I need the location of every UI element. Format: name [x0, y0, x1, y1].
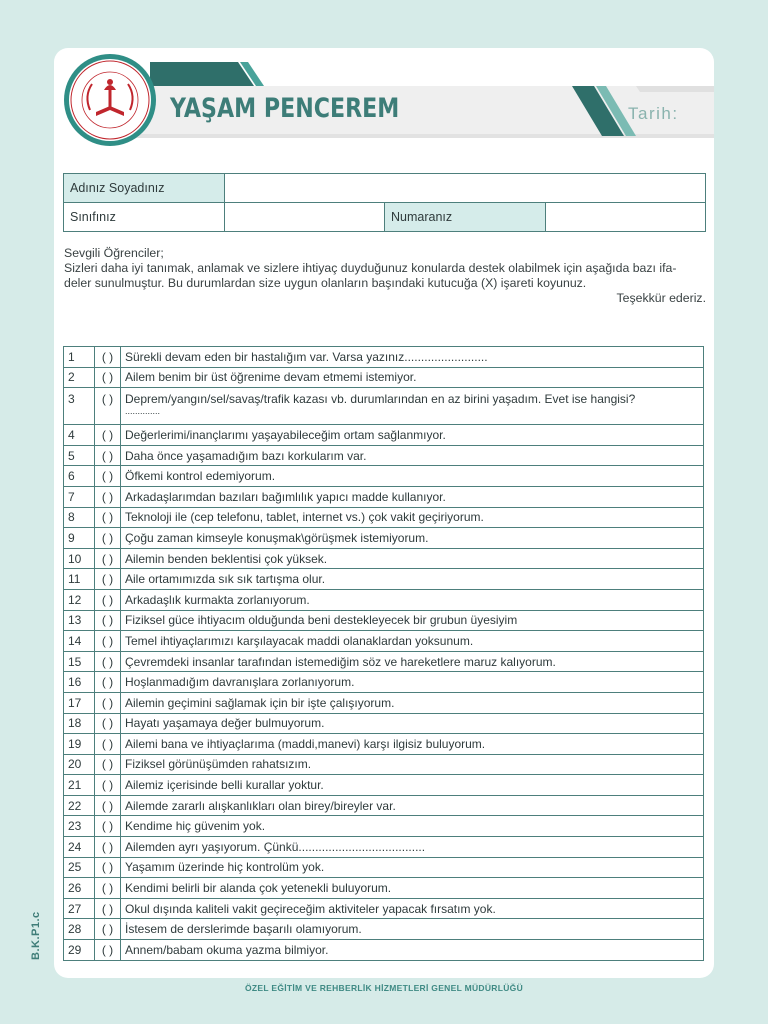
item-text-cell [121, 486, 704, 507]
table-row [64, 367, 704, 388]
item-checkbox[interactable]: ( ) [95, 367, 121, 388]
item-checkbox[interactable]: ( ) [95, 878, 121, 899]
name-label: Adınız Soyadınız [64, 174, 225, 203]
table-row [64, 631, 704, 652]
item-text-cell [121, 692, 704, 713]
item-text: Yaşamım üzerinde hiç kontrolüm yok. [125, 860, 325, 875]
questionnaire-table [63, 346, 704, 961]
item-text: Daha önce yaşamadığım bazı korkularım var. [125, 448, 367, 463]
item-checkbox[interactable]: ( ) [95, 466, 121, 487]
item-number: 12 [64, 589, 95, 610]
item-text-cell [121, 507, 704, 528]
table-row [64, 857, 704, 878]
logo-emblem-icon [62, 52, 158, 148]
item-text: Hayatı yaşamaya değer bulmuyorum. [125, 716, 325, 731]
item-number: 3 [64, 388, 95, 425]
item-text-cell [121, 713, 704, 734]
table-row [64, 940, 704, 961]
item-text: Fiziksel görünüşümden rahatsızım. [125, 757, 312, 772]
item-number: 15 [64, 651, 95, 672]
table-row [64, 734, 704, 755]
item-text-cell [121, 837, 704, 858]
item-number: 8 [64, 507, 95, 528]
item-number: 23 [64, 816, 95, 837]
table-row [64, 692, 704, 713]
table-row [64, 507, 704, 528]
item-text: Sürekli devam eden bir hastalığım var. Varsa yazınız......................... [125, 349, 488, 364]
item-text-cell [121, 367, 704, 388]
item-text: Ailemin geçimini sağlamak için bir işte çalışıyorum. [125, 695, 395, 710]
item-text: Hoşlanmadığım davranışlara zorlanıyorum. [125, 675, 355, 690]
item-text-cell [121, 631, 704, 652]
item-text: Değerlerimi/inançlarımı yaşayabileceğim ortam sağlanmıyor. [125, 427, 446, 442]
item-checkbox[interactable]: ( ) [95, 589, 121, 610]
item-checkbox[interactable]: ( ) [95, 347, 121, 368]
item-number: 1 [64, 347, 95, 368]
item-checkbox[interactable]: ( ) [95, 734, 121, 755]
item-text: Ailemiz içerisinde belli kurallar yoktur. [125, 778, 324, 793]
item-number: 6 [64, 466, 95, 487]
table-row [64, 569, 704, 590]
item-text-cell [121, 919, 704, 940]
item-checkbox[interactable]: ( ) [95, 754, 121, 775]
table-row [64, 672, 704, 693]
item-text: Çevremdeki insanlar tarafından istemediğim söz ve hareketlere maruz kalıyorum. [125, 654, 556, 669]
greeting: Sevgili Öğrenciler; [64, 246, 164, 260]
item-checkbox[interactable]: ( ) [95, 548, 121, 569]
info-row-class [64, 203, 706, 232]
item-number: 13 [64, 610, 95, 631]
footer-text: ÖZEL EĞİTİM VE REHBERLİK HİZMETLERİ GENEL MÜDÜRLÜĞÜ [244, 983, 524, 993]
item-number: 19 [64, 734, 95, 755]
item-text-cell [121, 775, 704, 796]
item-text-cell [121, 940, 704, 961]
intro-line-1: Sizleri daha iyi tanımak, anlamak ve sizlere ihtiyaç duyduğunuz konularda destek olabilmek için aşağıda bazı ifa- [64, 261, 677, 275]
item-text-cell [121, 548, 704, 569]
date-label: Tarih: [628, 104, 679, 123]
name-field[interactable] [225, 174, 706, 203]
item-text: Ailemi bana ve ihtiyaçlarıma (maddi,manevi) karşı ilgisiz buluyorum. [125, 736, 486, 751]
item-text: İstesem de derslerimde başarılı olamıyorum. [125, 922, 362, 937]
item-number: 27 [64, 898, 95, 919]
item-text: Aile ortamımızda sık sık tartışma olur. [125, 572, 326, 587]
number-field[interactable] [546, 203, 706, 232]
header-stripe-right-grey [636, 86, 714, 92]
item-number: 18 [64, 713, 95, 734]
item-text: Okul dışında kaliteli vakit geçireceğim aktiviteler yapacak fırsatım yok. [125, 901, 496, 916]
item-checkbox[interactable]: ( ) [95, 388, 121, 425]
item-text: Arkadaşlarımdan bazıları bağımlılık yapıcı madde kullanıyor. [125, 489, 446, 504]
info-row-name [64, 174, 706, 203]
item-number: 29 [64, 940, 95, 961]
table-row [64, 486, 704, 507]
item-text-cell [121, 466, 704, 487]
table-row [64, 919, 704, 940]
table-row [64, 445, 704, 466]
item-text: Ailemden ayrı yaşıyorum. Çünkü...................................... [125, 839, 426, 854]
table-row [64, 548, 704, 569]
item-text-cell [121, 754, 704, 775]
item-number: 28 [64, 919, 95, 940]
item-number: 7 [64, 486, 95, 507]
item-number: 11 [64, 569, 95, 590]
item-checkbox[interactable]: ( ) [95, 445, 121, 466]
item-checkbox[interactable]: ( ) [95, 919, 121, 940]
item-number: 10 [64, 548, 95, 569]
side-code: B.K.P1.c [30, 911, 42, 960]
item-checkbox[interactable]: ( ) [95, 898, 121, 919]
item-text-cell [121, 610, 704, 631]
table-row [64, 795, 704, 816]
item-number: 22 [64, 795, 95, 816]
table-row [64, 816, 704, 837]
item-text-cell [121, 734, 704, 755]
student-info-table [63, 173, 706, 232]
item-number: 14 [64, 631, 95, 652]
item-number: 20 [64, 754, 95, 775]
item-checkbox[interactable]: ( ) [95, 775, 121, 796]
class-field[interactable] [225, 203, 385, 232]
item-text-cell [121, 589, 704, 610]
item-checkbox[interactable]: ( ) [95, 940, 121, 961]
item-text-cell [121, 898, 704, 919]
item-number: 25 [64, 857, 95, 878]
item-number: 26 [64, 878, 95, 899]
intro-text [64, 246, 706, 306]
number-label: Numaranız [385, 203, 546, 232]
item-checkbox[interactable]: ( ) [95, 713, 121, 734]
header-stripe-top [150, 62, 254, 86]
ministry-logo [62, 52, 158, 148]
item-text-cell [121, 857, 704, 878]
item-text: Arkadaşlık kurmakta zorlanıyorum. [125, 592, 310, 607]
item-text: Kendimi belirli bir alanda çok yetenekli buluyorum. [125, 881, 392, 896]
item-text: Temel ihtiyaçlarımızı karşılayacak maddi olanaklardan yoksunum. [125, 633, 474, 648]
table-row [64, 388, 704, 425]
intro-line-2: deler sunulmuştur. Bu durumlardan size uygun olanların başındaki kutucuğa (X) işareti koyunuz. [64, 276, 587, 290]
item-number: 21 [64, 775, 95, 796]
table-row [64, 651, 704, 672]
table-row [64, 775, 704, 796]
item-text: Annem/babam okuma yazma bilmiyor. [125, 942, 329, 957]
item-checkbox[interactable]: ( ) [95, 795, 121, 816]
item-answer-blank: .............. [125, 406, 161, 417]
table-row [64, 713, 704, 734]
item-text: Öfkemi kontrol edemiyorum. [125, 469, 276, 484]
item-checkbox[interactable]: ( ) [95, 486, 121, 507]
item-number: 16 [64, 672, 95, 693]
item-text: Ailem benim bir üst öğrenime devam etmemi istemiyor. [125, 370, 417, 385]
item-checkbox[interactable]: ( ) [95, 610, 121, 631]
item-text: Teknoloji ile (cep telefonu, tablet, internet vs.) çok vakit geçiriyorum. [125, 510, 484, 525]
item-number: 4 [64, 425, 95, 446]
table-row [64, 837, 704, 858]
item-number: 2 [64, 367, 95, 388]
item-checkbox[interactable]: ( ) [95, 837, 121, 858]
item-text-cell [121, 878, 704, 899]
item-checkbox[interactable]: ( ) [95, 507, 121, 528]
item-text-cell [121, 528, 704, 549]
item-text-cell [121, 795, 704, 816]
table-row [64, 425, 704, 446]
item-text-cell [121, 425, 704, 446]
item-checkbox[interactable]: ( ) [95, 857, 121, 878]
item-checkbox[interactable]: ( ) [95, 692, 121, 713]
table-row [64, 878, 704, 899]
table-row [64, 754, 704, 775]
item-checkbox[interactable]: ( ) [95, 672, 121, 693]
item-text: Ailemin benden beklentisi çok yüksek. [125, 551, 328, 566]
table-row [64, 898, 704, 919]
item-text-cell [121, 672, 704, 693]
table-row [64, 610, 704, 631]
item-text: Fiziksel güce ihtiyacım olduğunda beni destekleyecek bir grubun üyesiyim [125, 613, 518, 628]
item-checkbox[interactable]: ( ) [95, 631, 121, 652]
item-number: 17 [64, 692, 95, 713]
item-text-cell [121, 651, 704, 672]
item-number: 9 [64, 528, 95, 549]
item-text: Ailemde zararlı alışkanlıkları olan birey/bireyler var. [125, 798, 396, 813]
item-text-cell [121, 347, 704, 368]
item-checkbox[interactable]: ( ) [95, 816, 121, 837]
item-text-cell [121, 816, 704, 837]
item-number: 24 [64, 837, 95, 858]
class-label: Sınıfınız [64, 203, 225, 232]
item-text-cell [121, 445, 704, 466]
table-row [64, 466, 704, 487]
item-text: Deprem/yangın/sel/savaş/trafik kazası vb. durumlarından en az birini yaşadım. Evet ise hangisi? [125, 392, 636, 407]
table-row [64, 347, 704, 368]
item-text-cell [121, 569, 704, 590]
item-checkbox[interactable]: ( ) [95, 569, 121, 590]
item-text: Çoğu zaman kimseyle konuşmak\görüşmek istemiyorum. [125, 530, 429, 545]
page-title: YAŞAM PENCEREM [170, 93, 400, 124]
item-text-cell [121, 388, 704, 425]
table-row [64, 589, 704, 610]
item-number: 5 [64, 445, 95, 466]
item-checkbox[interactable]: ( ) [95, 651, 121, 672]
thanks-text: Teşekkür ederiz. [616, 291, 706, 305]
item-text: Kendime hiç güvenim yok. [125, 819, 266, 834]
item-checkbox[interactable]: ( ) [95, 528, 121, 549]
table-row [64, 528, 704, 549]
item-checkbox[interactable]: ( ) [95, 425, 121, 446]
